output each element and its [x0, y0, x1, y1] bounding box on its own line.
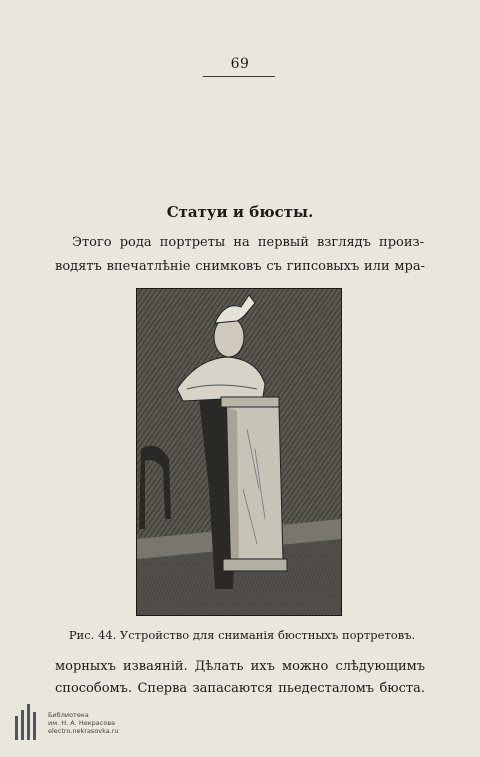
- page-number: 69: [230, 56, 250, 72]
- library-watermark: [48, 711, 188, 735]
- body-text-line: водятъ впечатлѣніе снимковъ съ гипсовыхъ или мра-: [55, 259, 425, 274]
- watermark-line: им. Н. А. Некрасова: [48, 719, 116, 727]
- body-text-line: Этого рода портреты на первый взглядъ произ-: [72, 235, 424, 250]
- body-text-line: способомъ. Сперва запасаются пьедесталомъ бюста.: [55, 681, 425, 696]
- figure-caption: Рис. 44. Устройство для сниманія бюстныхъ портретовъ.: [68, 628, 416, 642]
- watermark-line: Библиотека: [48, 711, 89, 719]
- section-heading: Статуи и бюсты.: [166, 203, 314, 221]
- header-rule: [203, 76, 275, 77]
- watermark-line: electro.nekrasovka.ru: [48, 727, 119, 735]
- bust-illustration: [136, 288, 342, 616]
- body-text-line: морныхъ изваяній. Дѣлать ихъ можно слѣдующимъ: [55, 659, 425, 674]
- library-logo-icon: [14, 702, 40, 742]
